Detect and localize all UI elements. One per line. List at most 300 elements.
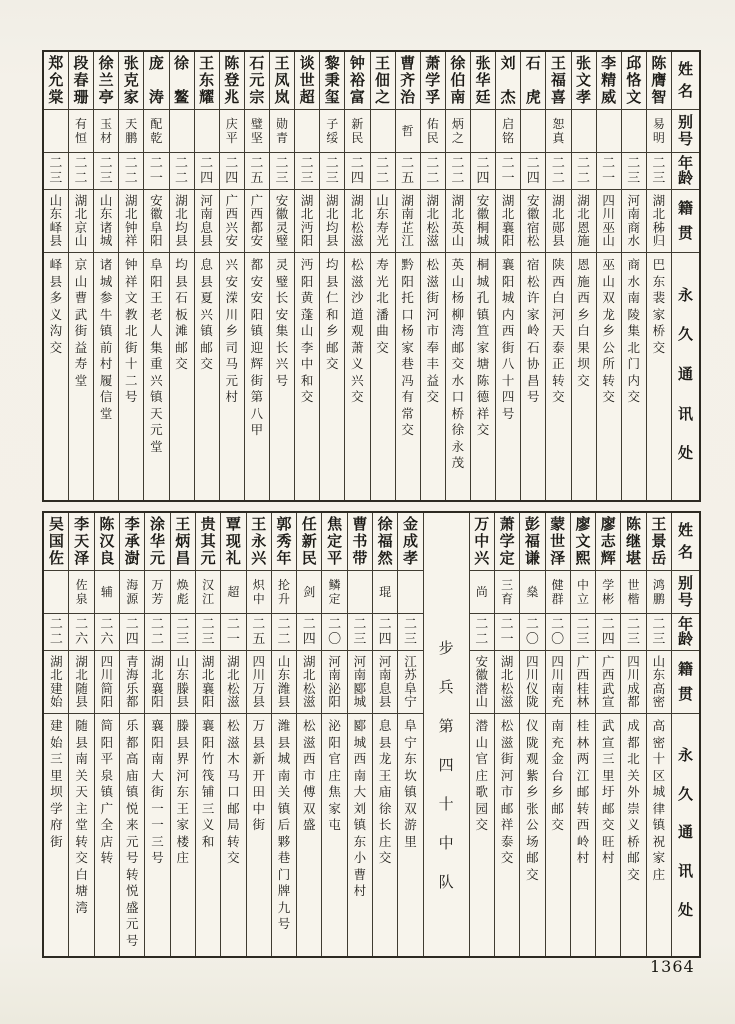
glyph: 庄: [328, 767, 341, 783]
roster-column: [68, 52, 93, 500]
age-cell: [421, 153, 445, 190]
native-place-cell: [297, 651, 321, 714]
age-cell: [596, 614, 620, 651]
glyph: 简: [100, 680, 114, 696]
glyph: 河: [200, 192, 213, 208]
glyph: 徽: [475, 667, 489, 682]
glyph: 阳: [100, 694, 114, 709]
alias-cell: [44, 110, 68, 153]
alias-cell: [521, 110, 545, 153]
glyph: 益: [74, 339, 88, 355]
name-cell: [195, 52, 219, 110]
address-cell: [521, 253, 545, 500]
alias-cell: [546, 110, 570, 153]
glyph: 南: [627, 206, 641, 221]
glyph: 升: [277, 592, 290, 606]
glyph: 邮: [451, 339, 465, 355]
age-cell: [44, 153, 68, 190]
glyph: 璧: [275, 273, 289, 289]
address-cell: [647, 714, 671, 956]
alias-cell: [398, 571, 422, 614]
age-cell: [247, 614, 271, 651]
glyph: 镇: [200, 323, 213, 338]
glyph: 五: [250, 171, 264, 186]
glyph: 河: [426, 306, 440, 322]
glyph: 城: [99, 233, 113, 248]
glyph: 江: [404, 653, 417, 669]
glyph: 子: [326, 117, 339, 131]
glyph: 北: [376, 290, 389, 305]
glyph: 宁: [404, 694, 417, 709]
glyph: 双: [404, 800, 417, 816]
age-cell: [621, 614, 645, 651]
glyph: 阳: [300, 273, 314, 289]
glyph: 二: [627, 156, 641, 171]
glyph: 北: [227, 667, 240, 682]
glyph: 北: [500, 667, 514, 682]
glyph: 继: [626, 532, 642, 550]
name-cell: [647, 513, 671, 571]
glyph: 兰: [98, 71, 114, 89]
roster-column: [571, 52, 596, 500]
alias-cell: [446, 110, 470, 153]
glyph: 徽: [275, 206, 289, 221]
glyph: 坝: [50, 784, 63, 799]
name-cell: [470, 513, 494, 571]
glyph: 山: [376, 192, 389, 208]
glyph: 庙: [378, 784, 392, 799]
glyph: 坚: [250, 131, 263, 145]
glyph: 湖: [451, 192, 465, 208]
glyph: 石: [175, 290, 188, 305]
glyph: 民: [426, 131, 439, 145]
glyph: 市: [303, 767, 316, 783]
glyph: 西: [250, 206, 264, 221]
glyph: 四: [438, 756, 454, 774]
glyph: 巷: [277, 850, 291, 865]
glyph: 定: [327, 532, 343, 550]
glyph: 公: [526, 817, 539, 832]
glyph: 阳: [300, 233, 314, 248]
glyph: 湖: [201, 653, 215, 669]
glyph: 湖: [300, 192, 314, 208]
glyph: 二: [376, 171, 390, 186]
glyph: 南: [200, 206, 213, 221]
glyph: 东: [277, 667, 291, 682]
glyph: 观: [526, 751, 539, 766]
glyph: 江: [202, 592, 215, 606]
glyph: 珊: [73, 88, 89, 106]
glyph: 长: [378, 817, 392, 832]
roster-column: [395, 52, 420, 500]
glyph: 商: [627, 257, 641, 272]
age-cell: [322, 614, 346, 651]
glyph: 北: [351, 206, 364, 221]
glyph: 县: [252, 694, 265, 709]
glyph: 河: [353, 653, 367, 669]
glyph: 川: [551, 667, 564, 682]
glyph: 潘: [376, 306, 389, 322]
glyph: 县: [552, 233, 565, 248]
glyph: 世: [627, 578, 640, 592]
glyph: 祥: [476, 405, 490, 421]
name-cell: [247, 513, 271, 571]
glyph: 岭: [527, 323, 540, 338]
native-place-cell: [446, 190, 470, 253]
glyph: 桂: [576, 680, 590, 696]
native-place-cell: [69, 651, 93, 714]
glyph: 交: [426, 389, 440, 404]
glyph: 四: [526, 653, 539, 669]
glyph: 坝: [577, 356, 590, 371]
glyph: 秉: [324, 71, 340, 89]
glyph: 台: [551, 767, 564, 783]
age-cell: [295, 153, 319, 190]
glyph: 口: [401, 306, 414, 322]
glyph: 谈: [299, 54, 315, 72]
glyph: 襄: [151, 680, 164, 696]
glyph: 市: [500, 784, 514, 799]
glyph: 福: [377, 532, 393, 550]
glyph: 二: [350, 156, 364, 171]
glyph: 密: [652, 694, 666, 709]
roster-column: [143, 52, 168, 500]
glyph: 邮: [602, 800, 615, 816]
glyph: 西: [576, 667, 590, 682]
glyph: 沙: [351, 290, 364, 305]
glyph: 文: [125, 290, 138, 305]
glyph: 湖: [175, 192, 188, 208]
roster-column: [344, 52, 369, 500]
unit-divider-label: [424, 513, 469, 890]
glyph: 陵: [627, 306, 641, 322]
alias-cell: [221, 571, 245, 614]
glyph: 潜: [475, 718, 489, 733]
glyph: 四: [601, 632, 615, 647]
glyph: 庄: [378, 833, 392, 849]
glyph: 曹: [74, 290, 88, 305]
glyph: 三: [49, 171, 63, 186]
glyph: 交: [75, 850, 88, 865]
native-place-cell: [398, 651, 422, 714]
glyph: 村: [576, 850, 590, 865]
glyph: 天: [74, 532, 90, 550]
glyph: 参: [99, 290, 113, 305]
native-place-cell: [170, 190, 194, 253]
glyph: 庙: [125, 767, 139, 783]
roster-column: [246, 513, 271, 956]
glyph: 〇: [551, 632, 565, 647]
native-place-cell: [546, 651, 570, 714]
glyph: 襄: [201, 718, 215, 733]
glyph: 简: [100, 718, 114, 733]
glyph: 带: [352, 549, 368, 567]
glyph: 开: [252, 767, 265, 783]
glyph: 城: [277, 751, 291, 766]
glyph: 松: [227, 718, 240, 733]
glyph: 四: [100, 653, 114, 669]
glyph: 黔: [401, 257, 414, 272]
alias-cell: [270, 110, 294, 153]
glyph: 息: [378, 680, 392, 696]
native-place-cell: [571, 651, 595, 714]
glyph: 湖: [75, 653, 88, 669]
glyph: 圩: [602, 784, 615, 799]
glyph: 交: [526, 866, 539, 882]
glyph: 北: [501, 206, 515, 221]
glyph: 归: [652, 233, 666, 248]
native-place-cell: [345, 190, 369, 253]
glyph: 县: [75, 694, 88, 709]
roster-column: [319, 52, 344, 500]
glyph: 镇: [353, 817, 367, 832]
glyph: 二: [652, 156, 666, 171]
native-place-cell: [621, 651, 645, 714]
glyph: 北: [326, 206, 339, 221]
roster-column: [469, 513, 494, 956]
roster-column: [44, 52, 68, 500]
glyph: 乡: [577, 306, 590, 322]
glyph: 琨: [379, 585, 392, 599]
age-cell: [572, 153, 596, 190]
glyph: 伯: [450, 71, 466, 89]
glyph: 安: [150, 192, 163, 208]
native-place-cell: [272, 651, 296, 714]
glyph: 丰: [426, 356, 440, 371]
age-cell: [144, 153, 168, 190]
glyph: 邮: [627, 850, 640, 865]
glyph: 庞: [148, 54, 164, 72]
glyph: 街: [500, 751, 514, 766]
name-cell: [471, 52, 495, 110]
glyph: 湖: [351, 192, 364, 208]
glyph: 河: [627, 192, 641, 208]
glyph: 孚: [425, 88, 441, 106]
page-number: 1364: [650, 957, 695, 976]
glyph: 双: [303, 800, 316, 816]
glyph: 茂: [451, 455, 465, 470]
glyph: 南: [75, 751, 88, 766]
glyph: 湖: [401, 192, 414, 208]
age-cell: [297, 614, 321, 651]
glyph: 三: [99, 171, 113, 186]
glyph: 民: [301, 549, 317, 567]
glyph: 松: [227, 680, 240, 696]
glyph: 籍: [677, 199, 693, 218]
glyph: 二: [475, 632, 489, 647]
glyph: 学: [499, 532, 515, 550]
glyph: 西: [303, 751, 316, 766]
glyph: 徽: [150, 206, 163, 221]
alias-cell: [571, 571, 595, 614]
glyph: 桥: [451, 405, 465, 421]
name-cell: [295, 52, 319, 110]
age-cell: [520, 614, 544, 651]
glyph: 广: [100, 800, 114, 816]
glyph: 定: [328, 592, 341, 606]
glyph: 中: [474, 532, 490, 550]
glyph: 河: [328, 653, 341, 669]
glyph: 王: [251, 515, 267, 533]
glyph: 转: [100, 850, 114, 865]
glyph: 区: [652, 767, 666, 783]
alias-cell: [396, 110, 420, 153]
header-age-label: [672, 614, 699, 651]
glyph: 大: [151, 767, 164, 783]
glyph: 盛: [303, 817, 316, 832]
name-cell: [446, 52, 470, 110]
glyph: 焕: [176, 578, 189, 592]
address-cell: [245, 253, 269, 500]
age-cell: [196, 614, 220, 651]
address-cell: [95, 714, 119, 956]
glyph: 张: [475, 54, 491, 72]
glyph: 三: [325, 171, 339, 186]
alias-cell: [44, 571, 68, 614]
roster-column: [44, 513, 68, 956]
glyph: 笪: [476, 323, 490, 338]
glyph: 石: [525, 54, 541, 72]
glyph: 南: [450, 88, 466, 106]
glyph: 河: [176, 767, 190, 783]
native-place-cell: [196, 651, 220, 714]
glyph: 邮: [200, 339, 213, 355]
glyph: 家: [328, 800, 341, 816]
glyph: 炳: [451, 117, 464, 131]
alias-cell: [373, 571, 397, 614]
glyph: 二: [551, 171, 565, 186]
glyph: 永: [451, 438, 465, 454]
native-place-cell: [572, 190, 596, 253]
glyph: 山: [74, 273, 88, 289]
glyph: 口: [227, 784, 240, 799]
glyph: 萧: [499, 515, 515, 533]
glyph: 襄: [151, 718, 164, 733]
age-cell: [220, 153, 244, 190]
glyph: 二: [602, 156, 616, 171]
glyph: 柳: [451, 306, 465, 322]
glyph: 人: [150, 323, 163, 338]
glyph: 秀: [276, 532, 292, 550]
roster-table-top: [42, 50, 701, 502]
glyph: 县: [378, 694, 392, 709]
glyph: 通: [677, 823, 693, 842]
glyph: 交: [351, 389, 364, 404]
glyph: 县: [175, 273, 188, 289]
glyph: 兴: [351, 372, 364, 388]
alias-cell: [495, 571, 519, 614]
glyph: 元: [125, 916, 139, 931]
glyph: 其: [200, 532, 216, 550]
glyph: 二: [75, 617, 89, 632]
name-cell: [220, 52, 244, 110]
glyph: 城: [353, 694, 367, 709]
glyph: 四: [125, 632, 139, 647]
alias-cell: [371, 110, 395, 153]
glyph: 交: [227, 850, 240, 865]
glyph: 恩: [577, 219, 590, 235]
glyph: 山: [475, 694, 489, 709]
glyph: 一: [500, 632, 514, 647]
roster-column: [445, 52, 470, 500]
glyph: 安: [275, 192, 289, 208]
glyph: 芷: [401, 219, 414, 235]
glyph: 义: [351, 356, 364, 371]
glyph: 第: [250, 389, 264, 404]
glyph: 滋: [426, 233, 440, 248]
glyph: 健: [551, 578, 564, 592]
glyph: 南: [277, 767, 291, 783]
header-age-label: [672, 153, 699, 190]
glyph: 源: [126, 592, 139, 606]
name-cell: [170, 52, 194, 110]
alias-cell: [320, 110, 344, 153]
glyph: 三: [652, 171, 666, 186]
address-cell: [571, 714, 595, 956]
glyph: 棠: [48, 88, 64, 106]
glyph: 松: [500, 680, 514, 696]
glyph: 贵: [200, 515, 216, 533]
glyph: 息: [200, 257, 213, 272]
glyph: 阜: [150, 257, 163, 272]
glyph: 号: [125, 389, 138, 404]
glyph: 江: [576, 767, 590, 783]
glyph: 桐: [476, 257, 490, 272]
glyph: 有: [75, 117, 88, 131]
glyph: 湖: [652, 192, 666, 208]
glyph: 歌: [475, 784, 489, 799]
glyph: 英: [451, 219, 465, 235]
glyph: 桥: [627, 833, 640, 849]
glyph: 川: [627, 667, 640, 682]
native-place-cell: [120, 651, 144, 714]
glyph: 街: [501, 339, 515, 355]
glyph: 万: [151, 578, 164, 592]
glyph: 庄: [176, 850, 190, 865]
glyph: 春: [73, 71, 89, 89]
glyph: 坎: [404, 767, 417, 783]
glyph: 一: [501, 171, 515, 186]
glyph: 交: [49, 339, 63, 355]
roster-column: [321, 513, 346, 956]
glyph: 世: [299, 71, 315, 89]
glyph: 万: [252, 718, 265, 733]
glyph: 谦: [524, 549, 540, 567]
glyph: 炽: [252, 578, 265, 592]
glyph: 廖: [600, 515, 616, 533]
glyph: 夥: [277, 833, 291, 849]
address-cell: [546, 253, 570, 500]
age-cell: [320, 153, 344, 190]
address-cell: [44, 253, 68, 500]
glyph: 苏: [404, 667, 417, 682]
glyph: 兴: [474, 549, 490, 567]
glyph: 国: [48, 532, 64, 550]
glyph: 巫: [602, 257, 615, 272]
age-cell: [170, 153, 194, 190]
glyph: 杨: [401, 323, 414, 338]
glyph: 北: [151, 667, 164, 682]
glyph: 堂: [99, 405, 113, 421]
glyph: 二: [124, 156, 138, 171]
glyph: 二: [476, 156, 490, 171]
glyph: 四: [501, 389, 515, 404]
glyph: 鳞: [328, 578, 341, 592]
glyph: 岭: [576, 833, 590, 849]
glyph: 集: [275, 323, 289, 338]
glyph: 滋: [351, 233, 364, 248]
glyph: 安: [225, 233, 239, 248]
